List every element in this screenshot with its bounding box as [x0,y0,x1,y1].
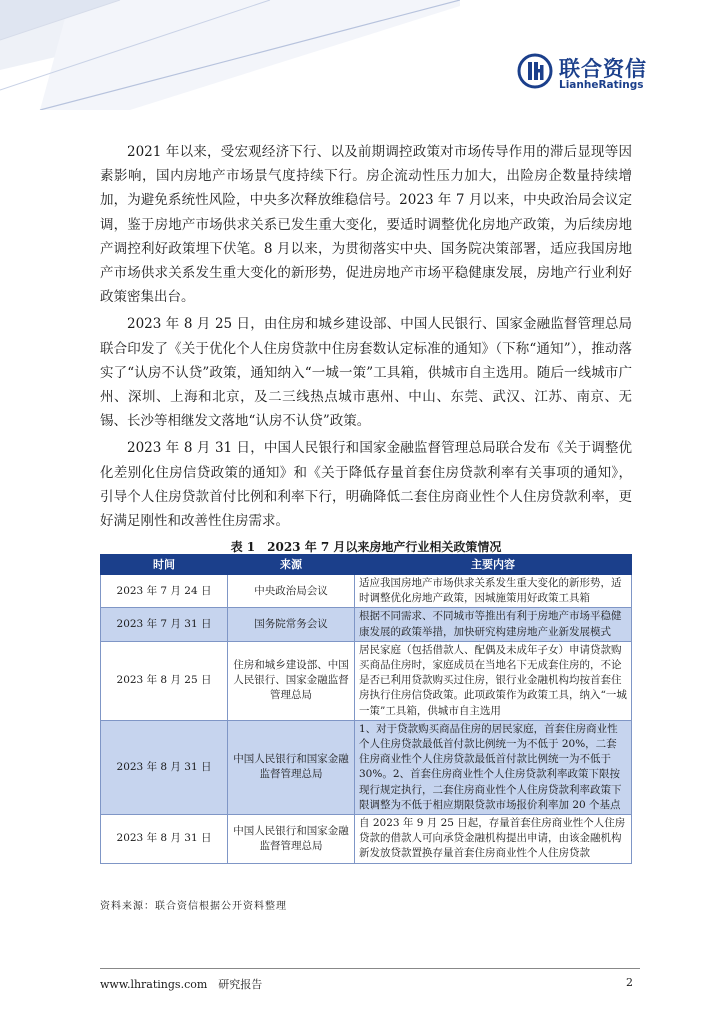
table-header-row [101,555,632,575]
cell-time: 2023 年 7 月 31 日 [101,608,228,641]
cell-source: 住房和城乡建设部、中国人民银行、国家金融监督管理总局 [228,641,355,720]
cell-content: 居民家庭（包括借款人、配偶及未成年子女）申请贷款购买商品住房时，家庭成员在当地名下无成套住房的，不论是否已利用贷款购买过住房，银行业金融机构均按首套住房执行住房信贷政策。此项政策作为政策工具，纳入“一城一策”工具箱，供城市自主选用 [355,641,632,720]
cell-time: 2023 年 8 月 25 日 [101,641,228,720]
table-row [101,575,632,608]
header-decoration [0,0,460,110]
page-number: 2 [626,976,633,989]
cell-time: 2023 年 8 月 31 日 [101,815,228,864]
paragraph: 2023 年 8 月 31 日，中国人民银行和国家金融监督管理总局联合发布《关于调整优化差别化住房信贷政策的通知》和《关于降低存量首套住房贷款利率有关事项的通知》，引导个人住房贷款首付比例和利率下行，明确降低二套住房商业性个人住房贷款利率，更好满足刚性和改善性住房需求。 [100,440,632,530]
company-logo [517,53,697,95]
footer-site: www.lhratings.com 研究报告 [100,978,263,991]
paragraph: 2023 年 8 月 25 日，由住房和城乡建设部、中国人民银行、国家金融监督管理总局联合印发了《关于优化个人住房贷款中住房套数认定标准的通知》（下称“通知”），推动落实了“认房不认贷”政策，通知纳入“一城一策”工具箱，供城市自主选用。随后一线城市广州、深圳、上海和北京，及二三线热点城市惠州、中山、东莞、武汉、江苏、南京、无锡、长沙等相继发文落地“认房不认贷”政策。 [100,316,632,430]
cell-source: 中国人民银行和国家金融监督管理总局 [228,815,355,864]
logo-english-name: LianheRatings [559,79,644,91]
cell-content: 根据不同需求、不同城市等推出有利于房地产市场平稳健康发展的政策举措，加快研究构建房地产业新发展模式 [355,608,632,641]
cell-content: 自 2023 年 9 月 25 日起，存量首套住房商业性个人住房贷款的借款人可向承贷金融机构提出申请，由该金融机构新发放贷款置换存量首套住房商业性个人住房贷款 [355,815,632,864]
footer-divider [100,968,640,969]
cell-source: 国务院常务会议 [228,608,355,641]
table-caption: 表 1 2023 年 7 月以来房地产行业相关政策情况 [230,540,502,554]
table-row [101,608,632,641]
source-note: 资料来源：联合资信根据公开资料整理 [100,901,287,912]
cell-source: 中央政治局会议 [228,575,355,608]
cell-time: 2023 年 8 月 31 日 [101,720,228,814]
body-text [100,140,632,536]
logo-chinese-name: 联合资信 [559,57,647,81]
table-row [101,641,632,720]
column-header-time: 时间 [101,555,228,575]
cell-content: 1、对于贷款购买商品住房的居民家庭，首套住房商业性个人住房贷款最低首付款比例统一为不低于 20%，二套住房商业性个人住房贷款最低首付款比例统一为不低于 30%。2、首套住房商业性个人住房贷款利率政策下限按现行规定执行，二套住房商业性个人住房贷款利率政策下限调整为不低于相应期限贷款市场报价利率加 20 个基点 [355,720,632,814]
table-row [101,815,632,864]
column-header-content: 主要内容 [355,555,632,575]
cell-time: 2023 年 7 月 24 日 [101,575,228,608]
column-header-source: 来源 [228,555,355,575]
paragraph: 2021 年以来，受宏观经济下行、以及前期调控政策对市场传导作用的滞后显现等因素影响，国内房地产市场景气度持续下行。房企流动性压力加大，出险房企数量持续增加，为避免系统性风险，中央多次释放维稳信号。2023 年 7 月以来，中央政治局会议定调，鉴于房地产市场供求关系已发生重大变化，要适时调整优化房地产政策，为后续房地产调控利好政策埋下伏笔。8 月以来，为贯彻落实中央、国务院决策部署，适应我国房地产市场供求关系发生重大变化的新形势，促进房地产市场平稳健康发展，房地产行业利好政策密集出台。 [100,144,632,306]
lianhe-logo-icon [517,53,553,89]
cell-content: 适应我国房地产市场供求关系发生重大变化的新形势，适时调整优化房地产政策，因城施策用好政策工具箱 [355,575,632,608]
cell-source: 中国人民银行和国家金融监督管理总局 [228,720,355,814]
policy-table [100,554,632,864]
table-row [101,720,632,814]
